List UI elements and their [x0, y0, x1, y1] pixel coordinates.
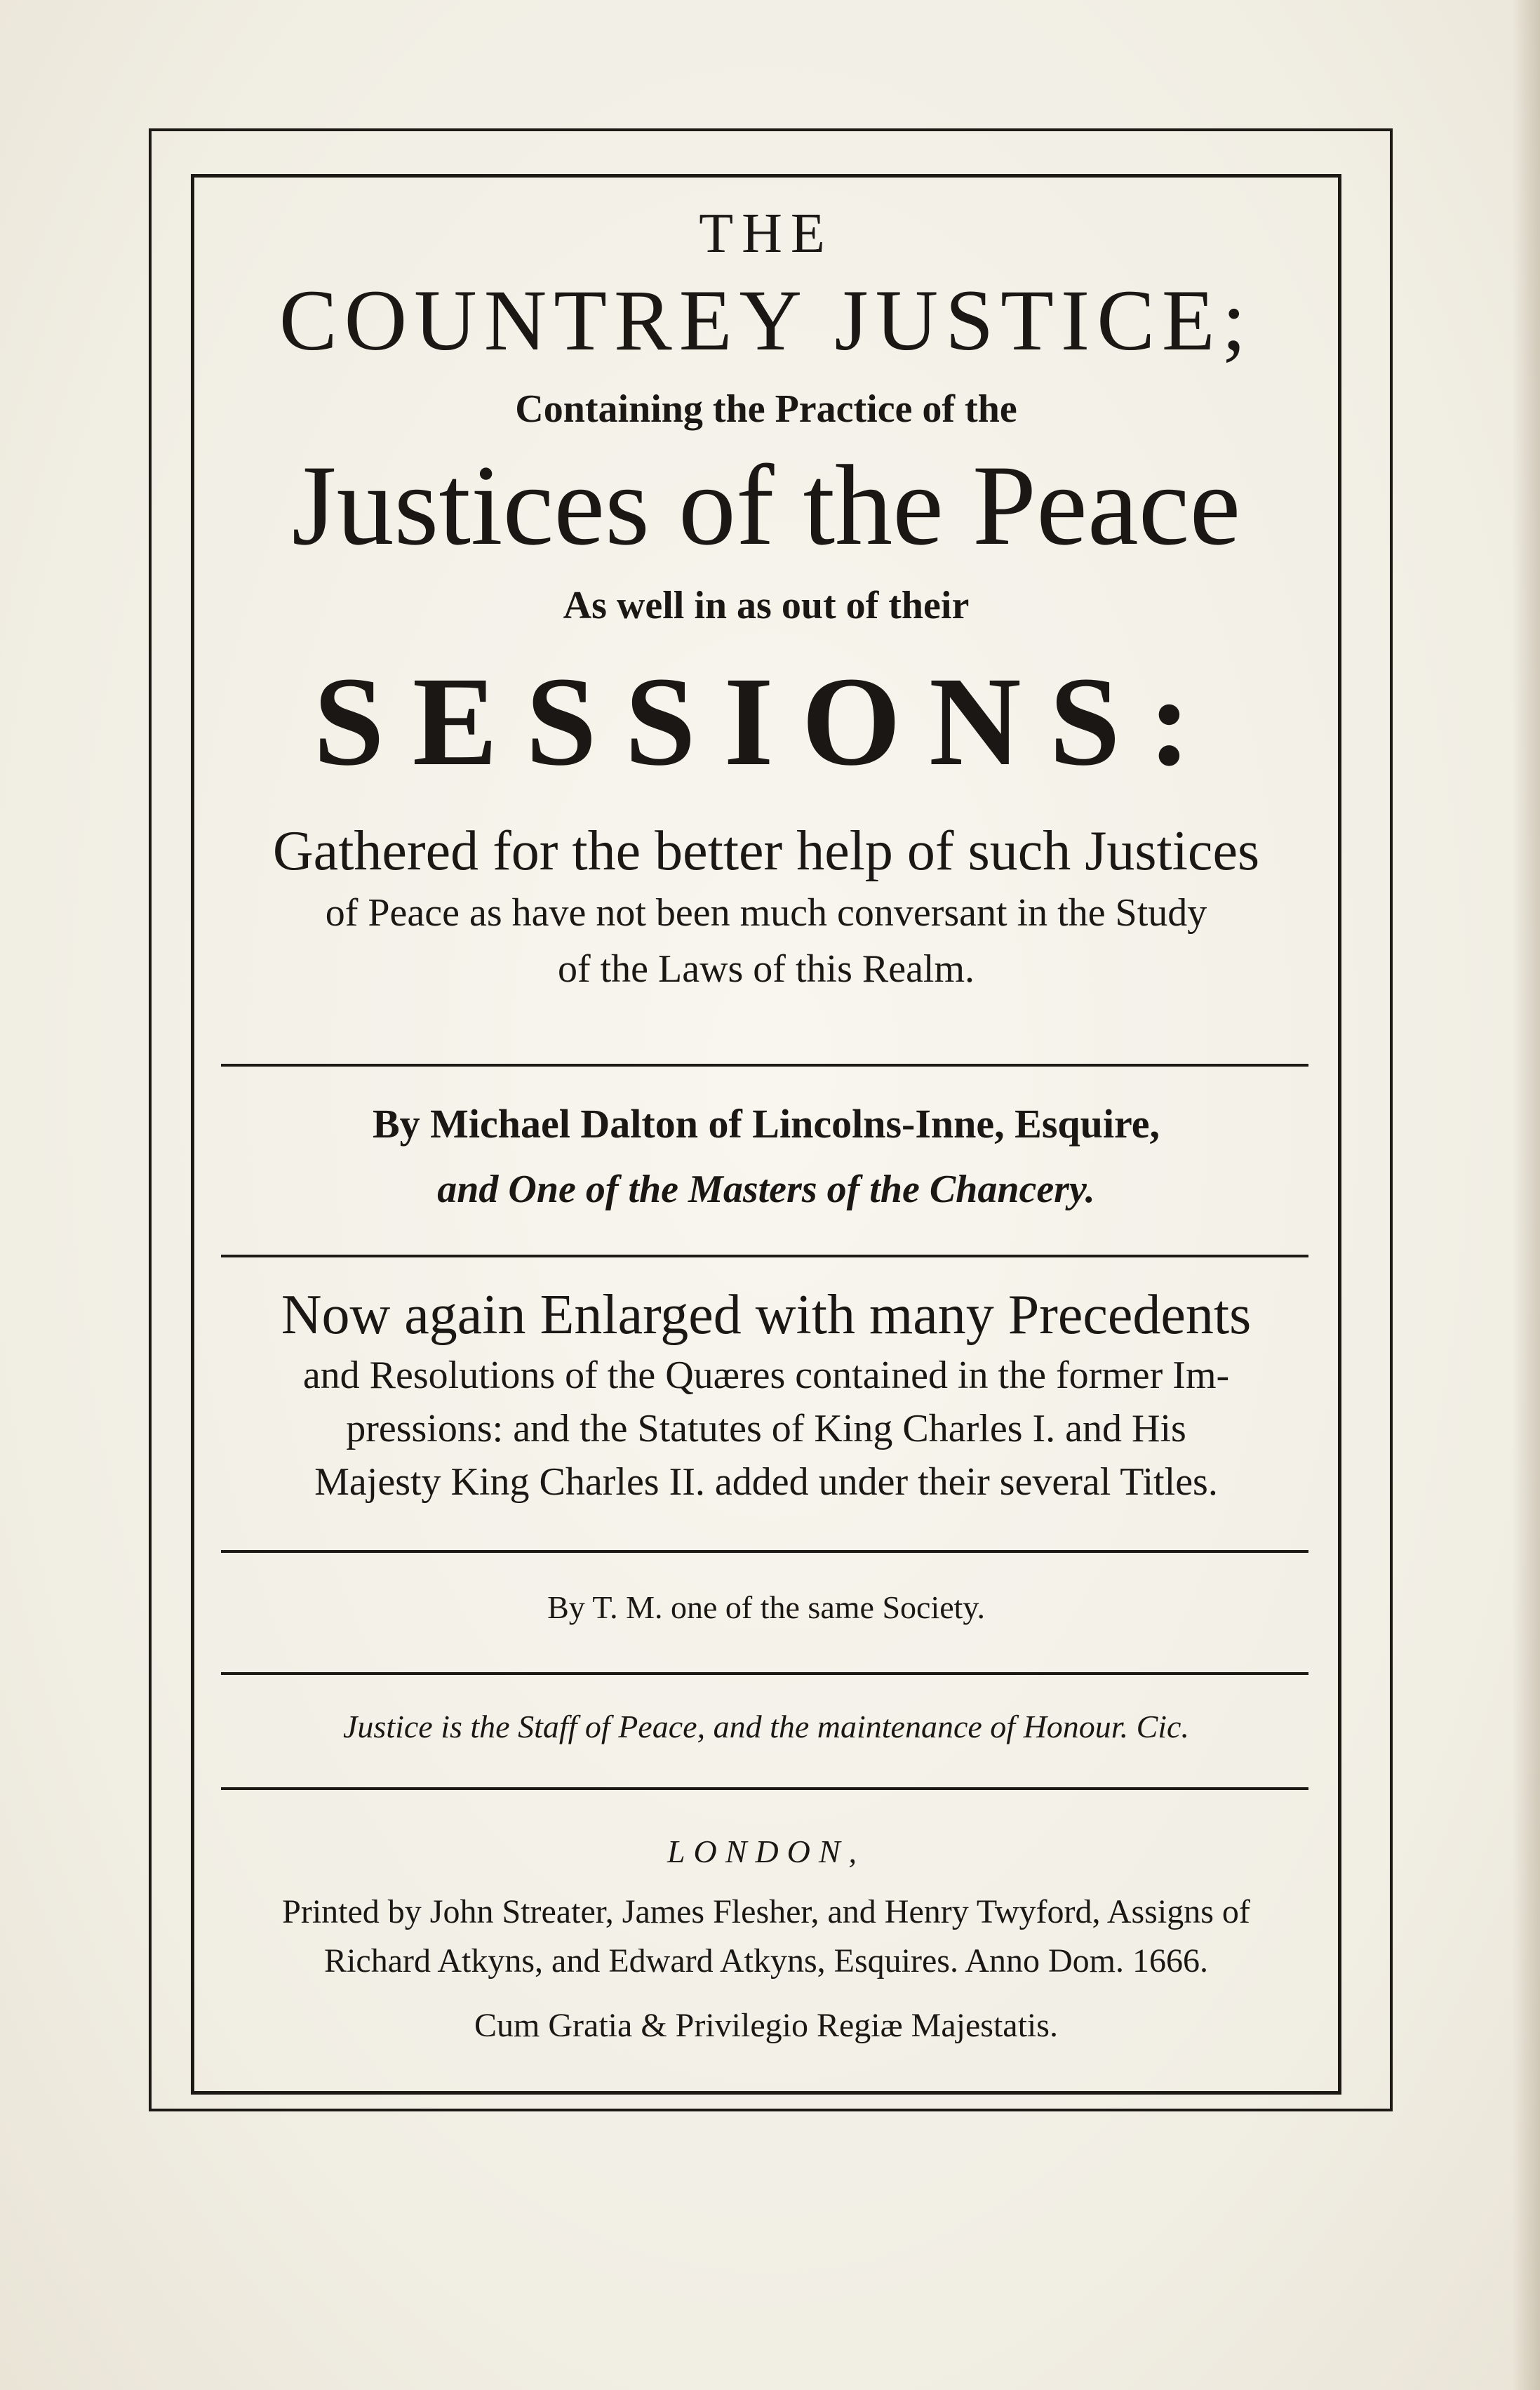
- divider-rule: [221, 1255, 1308, 1257]
- edition-line-2: and Resolutions of the Quæres contained in the former Im-: [302, 1354, 1230, 1397]
- description-line-1: Gathered for the better help of such Justices: [272, 820, 1260, 882]
- title-justices-of-the-peace: Justices of the Peace: [291, 442, 1241, 569]
- subtitle-containing: Containing the Practice of the: [515, 387, 1017, 431]
- title-sessions: SESSIONS:: [313, 651, 1219, 792]
- spine-shadow: [1512, 0, 1540, 2390]
- divider-rule: [221, 1550, 1308, 1553]
- subtitle-as-well: As well in as out of their: [563, 584, 970, 627]
- title-block: [194, 178, 1338, 997]
- edition-line-1: Now again Enlarged with many Precedents: [281, 1284, 1252, 1346]
- title-countrey-justice: COUNTREY JUSTICE;: [279, 272, 1254, 368]
- title-the: THE: [699, 203, 833, 265]
- author-line-1: By Michael Dalton of Lincolns-Inne, Esquire,: [373, 1101, 1160, 1147]
- divider-rule: [221, 1787, 1308, 1790]
- edition-line-4: Majesty King Charles II. added under their several Titles.: [314, 1460, 1218, 1504]
- author-line-2: and One of the Masters of the Chancery.: [437, 1168, 1095, 1211]
- editor-line: By T. M. one of the same Society.: [547, 1589, 985, 1625]
- edition-line-3: pressions: and the Statutes of King Charles I. and His: [346, 1407, 1186, 1450]
- motto: Justice is the Staff of Peace, and the maintenance of Honour. Cic.: [343, 1709, 1189, 1744]
- imprint-line-2: Richard Atkyns, and Edward Atkyns, Esquires. Anno Dom. 1666.: [324, 1942, 1208, 1980]
- imprint-place: LONDON,: [667, 1834, 866, 1869]
- imprint-line-1: Printed by John Streater, James Flesher, and Henry Twyford, Assigns of: [282, 1893, 1250, 1930]
- divider-rule: [221, 1064, 1308, 1067]
- description-line-3: of the Laws of this Realm.: [557, 947, 975, 991]
- description-line-2: of Peace as have not been much conversant in the Study: [325, 891, 1207, 935]
- privilege-line: Cum Gratia & Privilegio Regiæ Majestatis.: [474, 2007, 1058, 2044]
- divider-rule: [221, 1672, 1308, 1675]
